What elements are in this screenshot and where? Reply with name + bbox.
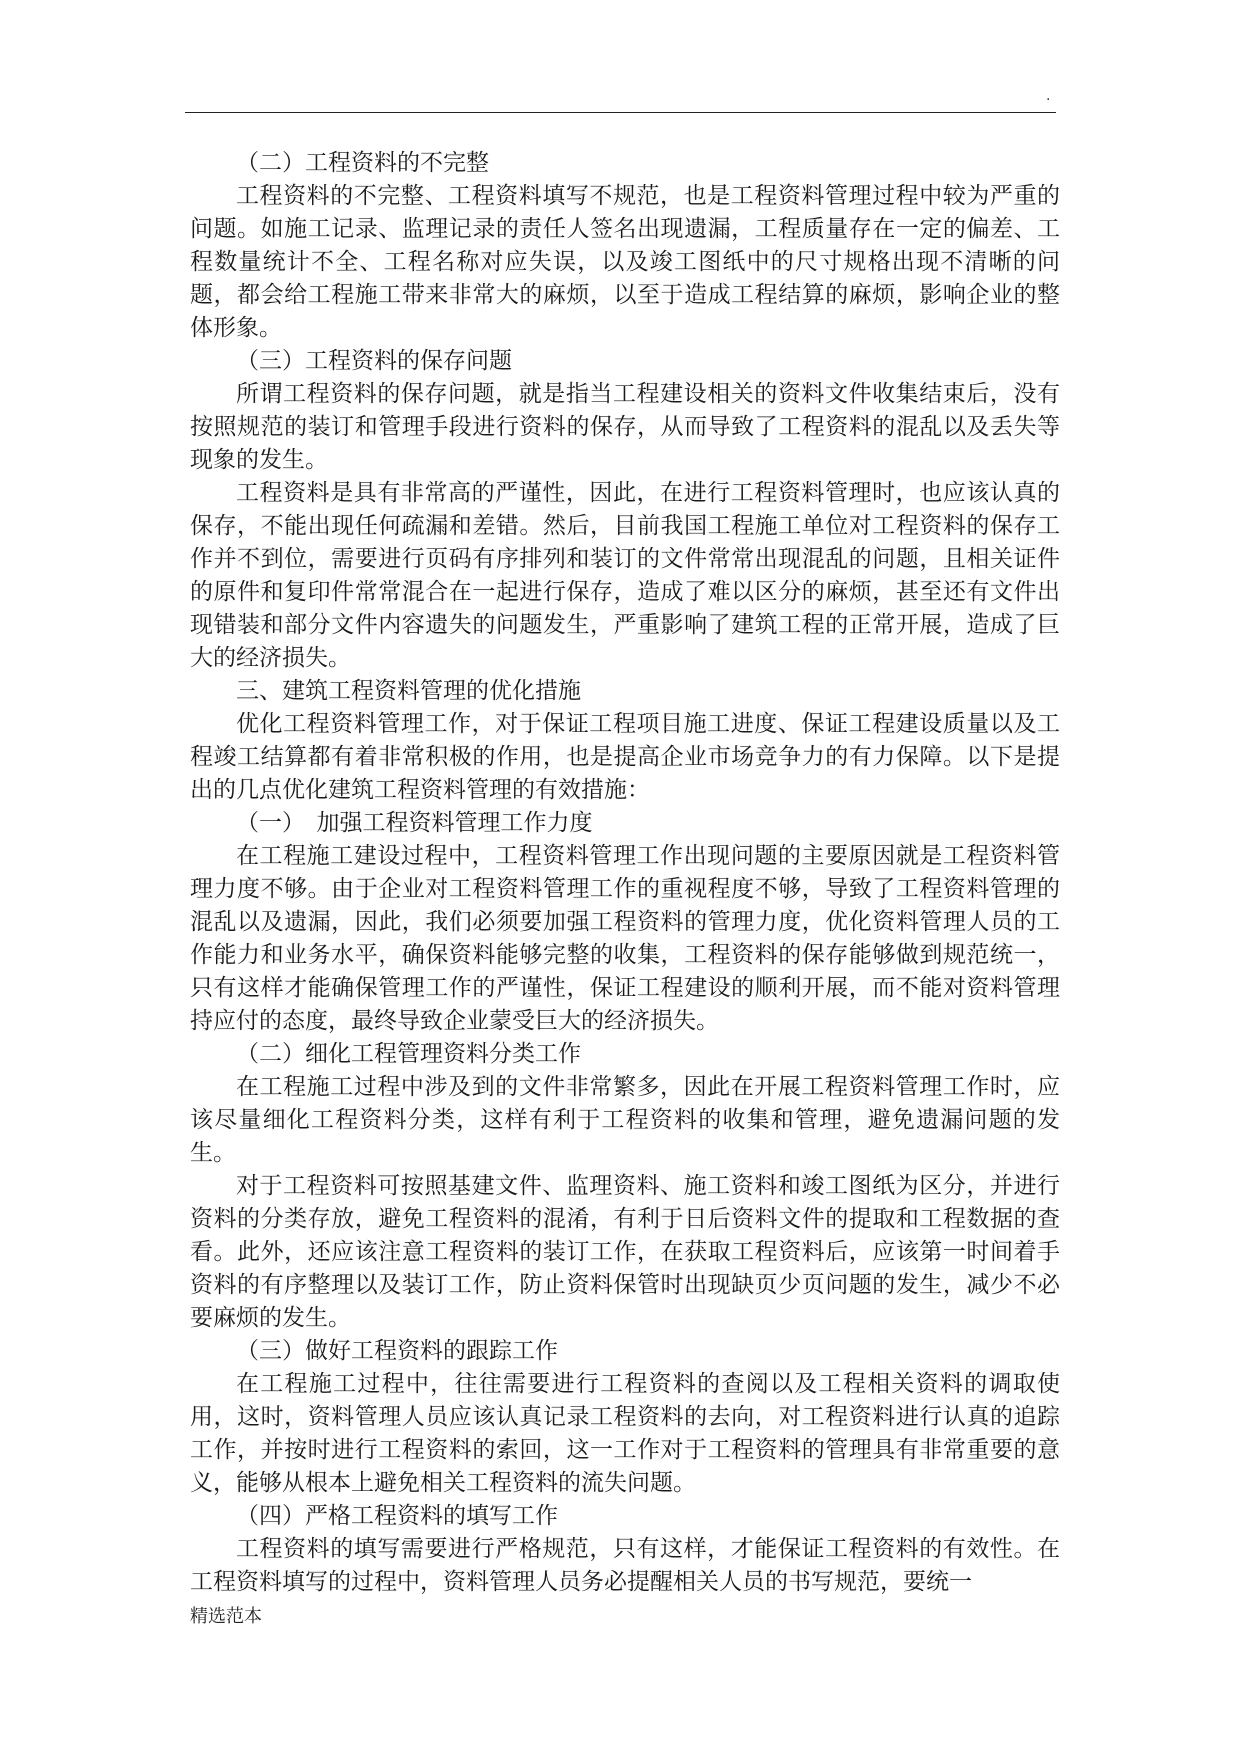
section-heading: （三）做好工程资料的跟踪工作 <box>236 1338 558 1364</box>
body-paragraph: 在工程施工过程中涉及到的文件非常繁多，因此在开展工程资料管理工作时，应该尽量细化工程资料分类，这样有利于工程资料的收集和管理，避免遗漏问题的发生。 <box>190 1074 1060 1166</box>
document-body <box>190 147 1060 1599</box>
section-heading: （三）工程资料的保存问题 <box>236 348 512 374</box>
section-heading: （四）严格工程资料的填写工作 <box>236 1503 558 1529</box>
body-paragraph: 优化工程资料管理工作，对于保证工程项目施工进度、保证工程建设质量以及工程竣工结算都有着非常积极的作用，也是提高企业市场竞争力的有力保障。以下是提出的几点优化建筑工程资料管理的有效措施： <box>190 711 1060 803</box>
header-mark: . <box>1046 88 1051 104</box>
section-heading: （二）细化工程管理资料分类工作 <box>236 1041 581 1067</box>
section-heading: （二）工程资料的不完整 <box>236 150 489 176</box>
body-paragraph: 所谓工程资料的保存问题，就是指当工程建设相关的资料文件收集结束后，没有按照规范的装订和管理手段进行资料的保存，从而导致了工程资料的混乱以及丢失等现象的发生。 <box>190 381 1060 473</box>
section-heading: 三、建筑工程资料管理的优化措施 <box>236 678 581 704</box>
body-paragraph: 在工程施工过程中，往往需要进行工程资料的查阅以及工程相关资料的调取使用，这时，资料管理人员应该认真记录工程资料的去向，对工程资料进行认真的追踪工作，并按时进行工程资料的索回，这一工作对于工程资料的管理具有非常重要的意义，能够从根本上避免相关工程资料的流失问题。 <box>190 1371 1060 1496</box>
section-heading: （一） 加强工程资料管理工作力度 <box>236 810 593 836</box>
body-paragraph: 工程资料的不完整、工程资料填写不规范，也是工程资料管理过程中较为严重的问题。如施工记录、监理记录的责任人签名出现遗漏，工程质量存在一定的偏差、工程数量统计不全、工程名称对应失误，以及竣工图纸中的尺寸规格出现不清晰的问题，都会给工程施工带来非常大的麻烦，以至于造成工程结算的麻烦，影响企业的整体形象。 <box>190 183 1060 341</box>
body-paragraph: 工程资料的填写需要进行严格规范，只有这样，才能保证工程资料的有效性。在工程资料填写的过程中，资料管理人员务必提醒相关人员的书写规范，要统一 <box>190 1536 1060 1595</box>
header-rule <box>185 112 1056 113</box>
footer-label: 精选范本 <box>190 1606 262 1627</box>
body-paragraph: 对于工程资料可按照基建文件、监理资料、施工资料和竣工图纸为区分，并进行资料的分类存放，避免工程资料的混淆，有利于日后资料文件的提取和工程数据的查看。此外，还应该注意工程资料的装订工作，在获取工程资料后，应该第一时间着手资料的有序整理以及装订工作，防止资料保管时出现缺页少页问题的发生，减少不必要麻烦的发生。 <box>190 1173 1060 1331</box>
body-paragraph: 在工程施工建设过程中，工程资料管理工作出现问题的主要原因就是工程资料管理力度不够。由于企业对工程资料管理工作的重视程度不够，导致了工程资料管理的混乱以及遗漏，因此，我们必须要加强工程资料的管理力度，优化资料管理人员的工作能力和业务水平，确保资料能够完整的收集，工程资料的保存能够做到规范统一，只有这样才能确保管理工作的严谨性，保证工程建设的顺利开展，而不能对资料管理持应付的态度，最终导致企业蒙受巨大的经济损失。 <box>190 843 1060 1034</box>
body-paragraph: 工程资料是具有非常高的严谨性，因此，在进行工程资料管理时，也应该认真的保存，不能出现任何疏漏和差错。然后，目前我国工程施工单位对工程资料的保存工作并不到位，需要进行页码有序排列和装订的文件常常出现混乱的问题，且相关证件的原件和复印件常常混合在一起进行保存，造成了难以区分的麻烦，甚至还有文件出现错装和部分文件内容遗失的问题发生，严重影响了建筑工程的正常开展，造成了巨大的经济损失。 <box>190 480 1060 671</box>
